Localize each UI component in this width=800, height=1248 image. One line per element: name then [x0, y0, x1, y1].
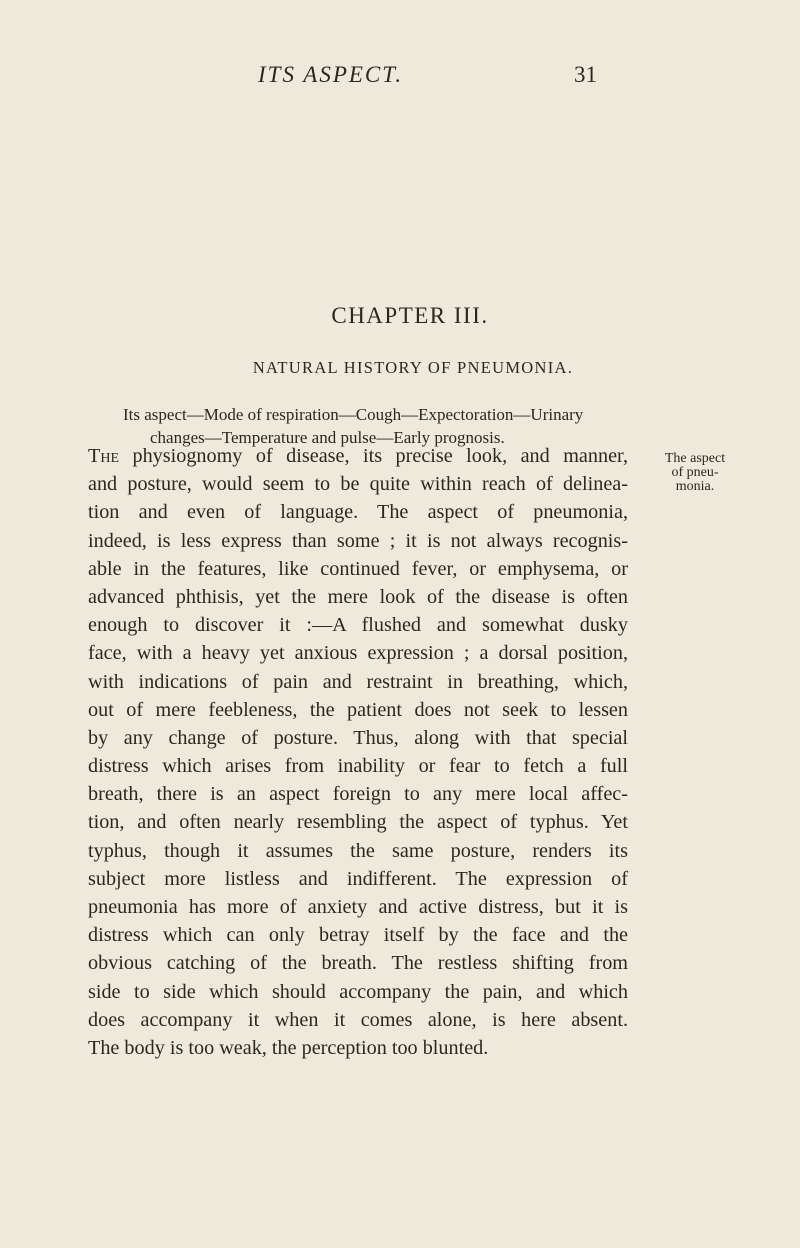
synopsis-line: Its aspect—Mode of respiration—Cough—Expectoration—Urinary: [123, 405, 584, 424]
page-number: 31: [574, 62, 597, 87]
paragraph-line: obvious catching of the breath. The restless shifting from: [88, 952, 628, 975]
paragraph-line: indeed, is less express than some ; it is not always recognis-: [88, 529, 628, 552]
paragraph-line: with indications of pain and restraint in breathing, which,: [88, 670, 628, 693]
paragraph-line: does accompany it when it comes alone, is here absent.: [88, 1008, 628, 1031]
paragraph-line: tion and even of language. The aspect of pneumonia,: [88, 501, 628, 524]
margin-note: [635, 452, 755, 494]
paragraph-line: breath, there is an aspect foreign to any mere local affec-: [88, 783, 628, 806]
paragraph-line: by any change of posture. Thus, along with that special: [88, 726, 628, 749]
paragraph-line: tion, and often nearly resembling the aspect of typhus. Yet: [88, 811, 628, 834]
paragraph-line: out of mere feebleness, the patient does not seek to lessen: [88, 698, 628, 721]
paragraph-line: able in the features, like continued fever, or emphysema, or: [88, 557, 628, 580]
margin-note-line: of pneu-: [671, 465, 719, 480]
margin-note-line: The aspect: [664, 451, 726, 466]
paragraph-line: distress which arises from inability or fear to fetch a full: [88, 755, 628, 778]
paragraph-line: side to side which should accompany the pain, and which: [88, 980, 628, 1003]
body-paragraph: [88, 442, 628, 1062]
paragraph-line: enough to discover it :—A flushed and somewhat dusky: [88, 614, 628, 637]
paragraph-line: distress which can only betray itself by the face and the: [88, 924, 628, 947]
opening-word: The: [88, 445, 119, 467]
paragraph-line: typhus, though it assumes the same posture, renders its: [88, 839, 628, 862]
margin-note-line: monia.: [675, 479, 715, 494]
synopsis-line: changes—Temperature and pulse—Early prognosis.: [150, 428, 505, 447]
paragraph-line-text: physiognomy of disease, its precise look, and manner,: [119, 445, 628, 467]
running-head: [0, 62, 800, 92]
chapter-title: NATURAL HISTORY OF PNEUMONIA.: [252, 358, 574, 377]
paragraph-line: advanced phthisis, yet the mere look of the disease is often: [88, 585, 628, 608]
paragraph-line: face, with a heavy yet anxious expression ; a dorsal position,: [88, 642, 628, 665]
paragraph-line: pneumonia has more of anxiety and active distress, but it is: [88, 896, 628, 918]
paragraph-line: subject more listless and indifferent. The expression of: [88, 867, 628, 890]
chapter-number: CHAPTER III.: [331, 303, 489, 328]
paragraph-line: and posture, would seem to be quite within reach of delinea-: [88, 473, 628, 496]
running-title: ITS ASPECT.: [258, 62, 404, 87]
paragraph-line: [88, 442, 628, 470]
paragraph-line: The body is too weak, the perception too blunted.: [88, 1036, 489, 1059]
